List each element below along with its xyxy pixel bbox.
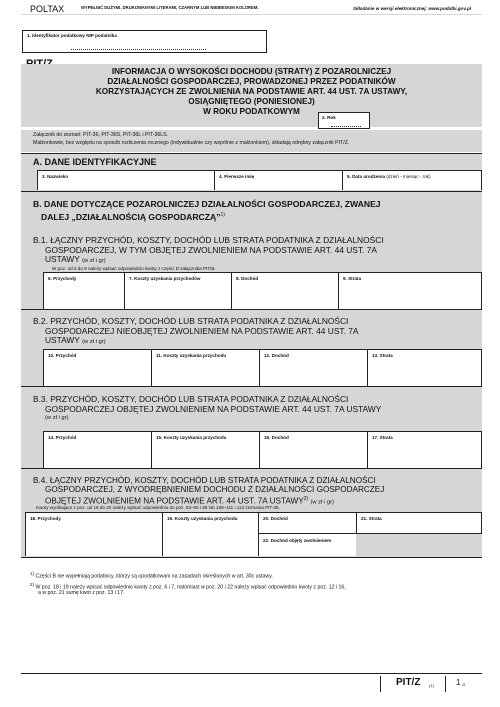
- b1-field-revenue-label: 6. Przychody: [48, 276, 77, 281]
- b2-field-loss-label: 13. Strata: [372, 353, 393, 358]
- b1-line1: B.1. ŁĄCZNY PRZYCHÓD, KOSZTY, DOCHÓD LUB STRATA PODATNIKA Z DZIAŁALNOŚCI: [33, 235, 384, 245]
- nip-grey-strip: [21, 14, 482, 15]
- surname-label: 3. Nazwisko: [42, 174, 69, 179]
- footnote-2-continued: a w poz. 21 sumę kwot z poz. 13 i 17.: [38, 590, 125, 596]
- b1-line2: GOSPODARCZEJ, W TYM OBJĘTEJ ZWOLNIENIEM NA PODSTAWIE ART. 44 UST. 7A: [45, 244, 377, 255]
- b4-field-costs[interactable]: [162, 512, 258, 556]
- title-line: INFORMACJA O WYSOKOŚCI DOCHODU (STRATY) Z POZAROLNICZEJ: [111, 67, 392, 76]
- b4-line3-text: OBJĘTEJ ZWOLNIENIEM NA PODSTAWIE ART. 44 UST. 7A USTAWY: [45, 496, 304, 506]
- b1-field-costs[interactable]: [124, 272, 231, 309]
- b4-field-revenue[interactable]: [25, 512, 162, 556]
- first-name-field[interactable]: [214, 170, 342, 190]
- b1-field-income[interactable]: [231, 272, 338, 309]
- nip-box[interactable]: [22, 30, 267, 53]
- b1-field-revenue[interactable]: [43, 272, 124, 309]
- section-a-title: A. DANE IDENTYFIKACYJNE: [33, 157, 157, 167]
- birth-date-label: [347, 174, 431, 179]
- b1-field-income-label: 8. Dochód: [236, 276, 259, 281]
- b1-note: W poz. od 6 do 9 należy wpisać odpowiednio kwoty z części D załącznika PIT/B.: [52, 266, 216, 271]
- b4-field-income[interactable]: [258, 512, 356, 533]
- b3-heading: [33, 395, 381, 424]
- b3-field-income[interactable]: [259, 431, 367, 468]
- section-b-title-line2-text: DALEJ „DZIAŁALNOŚCIĄ GOSPODARCZĄ”: [41, 211, 221, 222]
- b1-divider: [21, 309, 482, 310]
- b2-field-income-label: 12. Dochód: [264, 353, 289, 358]
- b3-divider: [21, 468, 482, 469]
- b2-divider: [21, 386, 482, 387]
- footer-page-number: 1: [456, 678, 461, 687]
- spouse-note: Małżonkowie, bez względu na sposób rozliczenia rocznego (indywidualnie czy wspólnie z małżonkiem), składają odrębny załącznik PIT/Z.: [33, 140, 350, 146]
- surname-field[interactable]: [37, 170, 214, 190]
- fill-instruction: WYPEŁNIĆ DUŻYMI, DRUKOWANYMI LITERAMI, CZARNYM LUB NIEBIESKIM KOLOREM.: [81, 5, 259, 10]
- b1-field-costs-label: 7. Koszty uzyskania przychodów: [129, 276, 201, 281]
- footnote-1: [30, 571, 273, 580]
- b3-line1: B.3. PRZYCHÓD, KOSZTY, DOCHÓD LUB STRATA PODATNIKA Z DZIAŁALNOŚCI: [33, 394, 349, 404]
- b2-line3: [33, 336, 359, 348]
- footnote-1-text: Części B nie wypełniają podatnicy, którzy są opodatkowani na zasadach określonych w art. 30c ustawy.: [35, 573, 273, 580]
- b1-heading: [33, 236, 384, 267]
- attachment-note: Załącznik do zeznań: PIT-36, PIT-36S, PIT-36L i PIT-36LS.: [33, 132, 169, 138]
- b2-field-costs-label: 11. Koszty uzyskania przychodu: [156, 353, 227, 358]
- b4-field-income-label: 20. Dochód: [263, 516, 288, 521]
- b4-field-costs-label: 19. Koszty uzyskania przychodu: [167, 516, 238, 521]
- nip-input[interactable]: [71, 44, 206, 50]
- b2-line2: GOSPODARCZEJ NIEOBJĘTEJ ZWOLNIENIEM NA PODSTAWIE ART. 44 UST. 7A: [45, 325, 359, 336]
- b3-field-costs-label: 15. Koszty uzyskania przychodu: [156, 435, 227, 440]
- b2-field-loss[interactable]: [367, 349, 482, 386]
- b2-heading: [33, 317, 359, 348]
- b4-loss-empty-area: [356, 533, 482, 556]
- footnote-2-num: 2): [30, 582, 35, 587]
- year-label: 2. Rok: [322, 115, 336, 120]
- b4-field-exempt-income-label: 22. Dochód objęty zwolnieniem: [263, 538, 332, 543]
- electronic-filing-note: Składanie w wersji elektronicznej: www.podatki.gov.pl: [353, 6, 472, 11]
- footer-form-code-box: [380, 676, 482, 692]
- b4-line1: B.4. ŁĄCZNY PRZYCHÓD, KOSZTY, DOCHÓD LUB STRATA PODATNIKA Z DZIAŁALNOŚCI: [33, 476, 376, 485]
- footer-page-count: /2: [462, 682, 466, 687]
- title-line: DZIAŁALNOŚCI GOSPODARCZEJ, PROWADZONEJ PRZEZ PODATNIKÓW: [107, 76, 396, 86]
- title-line: KORZYSTAJĄCYCH ZE ZWOLNIENIA NA PODSTAWIE ART. 44 UST. 7A USTAWY,: [95, 86, 408, 96]
- title-line: W ROKU PODATKOWYM: [203, 106, 300, 116]
- b4-field-exempt-income[interactable]: [258, 533, 356, 556]
- b4-field-revenue-label: 18. Przychody: [30, 516, 61, 521]
- form-title: [21, 67, 482, 117]
- b4-note: Kwoty wynikające z poz. od 18 do 22 należy wpisać odpowiednio do poz. 53–56 i 58 lub 108–111 i 113 zeznania PIT-36.: [36, 505, 280, 510]
- b3-field-loss[interactable]: [367, 431, 482, 468]
- b4-unit: (w zł i gr): [310, 499, 334, 506]
- b2-field-revenue[interactable]: [43, 349, 151, 386]
- footnote-2-text: W poz. 18 i 19 należy wpisać odpowiednio kwoty z poz. 6 i 7, natomiast w poz. 20 i 22 należy wpisać odpowiednio kwoty z poz. 12 i 16,: [35, 584, 346, 591]
- footnote-1-ref: 1): [220, 212, 225, 218]
- b2-unit: (w zł i gr): [82, 339, 106, 346]
- b2-field-costs[interactable]: [151, 349, 259, 386]
- b3-line2: GOSPODARCZEJ OBJĘTEJ ZWOLNIENIEM NA PODSTAWIE ART. 44 UST. 7A USTAWY: [45, 403, 382, 414]
- title-line: OSIĄGNIĘTEGO (PONIESIONEJ): [188, 96, 315, 106]
- birth-date-hint: (dzień - miesiąc - rok): [386, 174, 431, 179]
- b3-unit: (w zł i gr): [45, 415, 69, 422]
- b4-field-loss-label: 21. Strata: [361, 516, 382, 521]
- b4-field-loss[interactable]: [356, 512, 482, 533]
- section-b-title-line1: B. DANE DOTYCZĄCE POZAROLNICZEJ DZIAŁALNOŚCI GOSPODARCZEJ, ZWANEJ: [33, 199, 381, 209]
- footer-version: (1): [429, 683, 434, 688]
- section-b-title: [33, 199, 381, 223]
- b3-field-revenue-label: 14. Przychód: [48, 435, 77, 440]
- footer-form-code: PIT/Z: [396, 677, 421, 688]
- first-name-label: 4. Pierwsze imię: [219, 174, 255, 179]
- b1-field-loss[interactable]: [338, 272, 482, 309]
- b4-line2: GOSPODARCZEJ, Z WYODRĘBNIENIEM DOCHODU Z DZIAŁALNOŚCI GOSPODARCZEJ: [45, 485, 385, 495]
- b4-heading: [33, 476, 384, 508]
- b3-field-costs[interactable]: [151, 431, 259, 468]
- footer-page-divider: [445, 676, 446, 692]
- footer-rule: [21, 673, 482, 674]
- year-box[interactable]: [318, 112, 370, 129]
- b2-line3-text: USTAWY: [45, 335, 80, 346]
- b1-field-loss-label: 9. Strata: [343, 276, 362, 281]
- b3-field-loss-label: 17. Strata: [372, 435, 393, 440]
- b2-field-revenue-label: 10. Przychód: [48, 353, 77, 358]
- poltax-logo: POLTAX: [30, 4, 65, 14]
- section-b-title-line2: [33, 210, 381, 223]
- b1-unit: (w zł i gr): [82, 258, 106, 265]
- footnote-2-ref: 2): [303, 495, 309, 502]
- b3-field-revenue[interactable]: [43, 431, 151, 468]
- b1-line3-text: USTAWY: [45, 254, 80, 265]
- b2-line1: B.2. PRZYCHÓD, KOSZTY, DOCHÓD LUB STRATA PODATNIKA Z DZIAŁALNOŚCI: [33, 316, 349, 326]
- birth-date-label-text: 5. Data urodzenia: [347, 174, 386, 179]
- footnote-1-num: 1): [30, 571, 35, 576]
- b3-field-income-label: 16. Dochód: [264, 435, 289, 440]
- year-input[interactable]: [331, 121, 361, 127]
- birth-date-field[interactable]: [342, 170, 482, 190]
- b2-field-income[interactable]: [259, 349, 367, 386]
- nip-label: 1. Identyfikator podatkowy NIP podatnika: [27, 33, 117, 38]
